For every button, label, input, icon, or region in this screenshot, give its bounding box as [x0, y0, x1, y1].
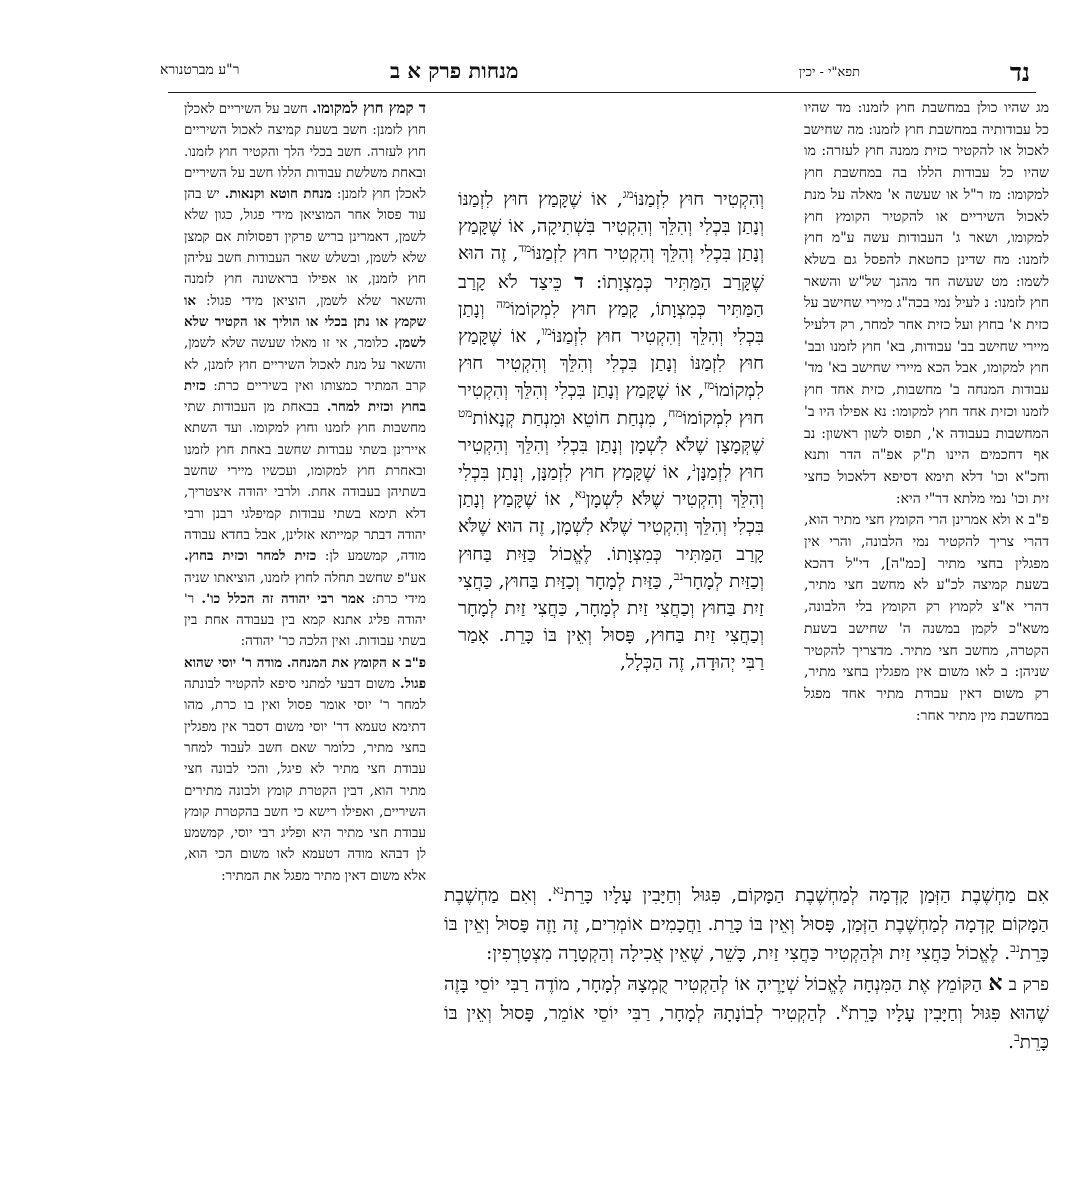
mishnah-text-run: , אוֹ שֶׁקָּמַץ חוּץ לִזְמַנּוֹ וְנָתַן בִּכְלִי וְהִלֵּךְ וְהִקְטִיר חוּץ לִמְקוֹמוֹ [458, 326, 764, 402]
mishnah-text-run: . לֶאֱכוֹל כַּחֲצִי זַיִת וּלְהַקְטִיר כַּחֲצִי זַיִת, כָּשֵׁר, שֶׁאֵין אֲכִילָה וְהַקְטָרָה מִצְטָרְפִין: [486, 942, 1011, 964]
mishnah-text-run: . וְאִם מַחְשֶׁבֶת הַמָּקוֹם קָדְמָה לְמַחְשֶׁבֶת הַזְּמַן, פָּסוּל וְאֵין בּוֹ כָּרֵת. וַחֲכָמִים אוֹמְרִים, זֶה וָזֶה פָּסוּל וְאֵין בּוֹ כָּרֵת [444, 885, 1049, 964]
mishnah-text-run: , אוֹ שֶׁקָּמַץ וְנָתַן בִּכְלִי וְהִלֵּךְ וְהִקְטִיר חוּץ לִמְקוֹמוֹ [458, 380, 764, 429]
mishnah-text-run: שֶׁקְּמָצָן שֶׁלֹּא לִשְׁמָן וְנָתַן בִּכְלִי וְהִלֵּךְ וְהִקְטִיר חוּץ לִזְמַנָּן [458, 434, 764, 484]
footnote-marker: נא [574, 487, 586, 502]
footnote-marker: נא [552, 882, 564, 897]
footnote-marker: נב [673, 568, 684, 583]
bartenura-commentary [184, 98, 426, 1188]
footnote-marker: נב [1010, 940, 1020, 955]
mishnah-text [458, 186, 764, 836]
tiferet-yisrael-commentary [804, 98, 1049, 888]
commentary-text: אע"פ שחשב תחלה לחוץ לזמנו, הוציאתו שניה מידי כרת: [184, 570, 426, 607]
mishnah-text-run: כֵּיצַד לֹא קָרַב הַמַּתִּיר כְּמִצְוָתוֹ, קָמַץ חוּץ לִמְקוֹמוֹ [458, 271, 764, 320]
dibbur-hamatchil: כזית למחר וכזית בחוץ. [184, 548, 317, 565]
page-number: נד [1009, 58, 1030, 87]
dibbur-hamatchil: מנחת חוטא וקנאות. [224, 186, 332, 203]
dibbur-hamatchil: או שקמץ או נתן בכלי או הוליך או הקטיר שלא לשמן. [184, 292, 426, 352]
header-divider [168, 92, 1036, 93]
mishnah-text-run: , אוֹ שֶׁקָּמַץ חוּץ לִזְמַנּוֹ וְנָתַן בִּכְלִי וְהִלֵּךְ וְהִקְטִיר בִּשְׁתִיקָה, אוֹ שֶׁקָּמַץ וְנָתַן בִּכְלִי וְהִלֵּךְ וְהִקְטִיר חוּץ לִזְמַנּוֹ [458, 189, 764, 265]
footnote-marker: מז [703, 378, 715, 393]
mishnah-text-run: . לְהַקְטִיר לְבוֹנָתָהּ לְמָחָר, רַבִּי יוֹסֵי אוֹמֵר, פָּסוּל וְאֵין בּוֹ כָּרֵת [444, 1002, 1049, 1053]
mishnah-text-run: , אוֹ שֶׁקָּמַץ וְנָתַן בִּכְלִי וְהִלֵּךְ וְהִקְטִיר שֶׁלֹּא לִשְׁמָן, זֶה הוּא שֶׁלֹּא קָרַב הַמַּתִּיר כְּמִצְוָתוֹ. לֶאֱכוֹל כַּזַּיִת בַּחוּץ וְכַזַּיִת לְמָחָר [458, 489, 764, 592]
page-header [160, 58, 1030, 92]
footnote-marker: מה [496, 296, 511, 311]
mishnah-text-run: וְנָתַן בִּכְלִי וְהִלֵּךְ וְהִקְטִיר חוּץ לִזְמַנּוֹ [458, 298, 764, 348]
mishnah-text-run: וְהִקְטִיר חוּץ לִזְמַנּוֹ [633, 189, 764, 210]
mishnah-number: ד [574, 268, 584, 293]
mishnah-text-run: , אוֹ שֶׁקָּמַץ חוּץ לִזְמַנָּן, וְנָתַן בִּכְלִי וְהִלֵּךְ וְהִקְטִיר שֶׁלֹּא לִשְׁמָן [458, 462, 765, 511]
footnote-marker: מג [622, 186, 634, 201]
footnote-marker: מד [518, 241, 532, 256]
chapter-dibbur-hamatchil: פ"ב א הקומץ את המנחה. [286, 654, 426, 671]
tractate-title: מנחות פרק א ב [390, 58, 519, 83]
dibbur-hamatchil: מודה ר' יוסי שהוא פגול. [184, 654, 426, 693]
commentary-text: בבאחת מן העבודות שתי מחשבות חוץ לזמנו וחוץ למקומו. ועד השתא איירינן בשתי עבודות שחשב באחת חוץ לזמנו ובאחרת חוץ למקומו, ועכשיו מיירי שחשב בשתיהן בעבודה אחת. ולרבי יהודה איצטריך, דלא תימא בשתי עבודות קמיפלגי רבנן ורבי יהודה דבתר קמייתא אזלינן, אבל בחדא עבודה מודה, קמשמע לן: [184, 400, 426, 565]
commentary-text: יש בהן עוד פסול אחר המוציאן מידי פגול, כגון שלא לשמן, דאמרינן בריש פרקין דפסולות אם קמצן שלא לשמן, ובשלש שאר העבודות חשב עליהן חוץ לזמנן, או אפילו בראשונה חוץ לזמנה והשאר שלא לשמן, הוציאן מידי פגול: [184, 187, 426, 309]
tiferet-paragraph: פ"ב א ולא אמרינן הרי הקומץ חצי מתיר הוא, דהרי צריך להקטיר נמי הלבונה, והרי אין מפגלין בחצי מתיר [כמ"ה], די"ל דהכא בשעת קמיצה לכ"ע לא מחשב חצי מתיר, דהרי א"צ לקמוץ רק הקומץ בלי הלבונה, משא"כ לקמן במשנה ה' שחישב בשעת הקטרה, מחשב חצי מתיר. מדצריך להקטיר שניהן: ב לאו משום אין מפגלין בחצי מתיר, רק משום דאין עבודת מתיר אחד מפגל במחשבת מין מתיר אחר: [804, 512, 1049, 724]
mishnah-text-run: , כַּזַּיִת לְמָחָר וְכַזַּיִת בַּחוּץ, כַּחֲצִי זַיִת בַּחוּץ וְכַחֲצִי זַיִת לְמָחָר, כַּחֲצִי זַיִת לְמָחָר וְכַחֲצִי זַיִת בַּחוּץ, פָּסוּל וְאֵין בּוֹ כָּרֵת. אָמַר רַבִּי יְהוּדָה, זֶה הַכְּלָל, [458, 570, 764, 674]
footnote-marker: מט [458, 405, 473, 420]
mishnah-text-run: . [1008, 1031, 1014, 1053]
bartenura-label: ר"ע מברטנורא [160, 62, 240, 78]
mishnah-lower-text [444, 882, 1049, 1182]
dibbur-hamatchil: כזית בחוץ וכזית למחר. [184, 377, 426, 416]
footnote-marker: מו [541, 323, 552, 338]
mishnah-text-run: אִם מַחְשֶׁבֶת הַזְּמַן קָדְמָה לְמַחְשֶׁבֶת הַמָּקוֹם, פִּגּוּל וְחַיָּבִין עָלָיו כָּרֵת [563, 885, 1049, 906]
footnote-marker: א [841, 1000, 849, 1015]
chapter-label: פרק ב [1008, 974, 1050, 995]
mishnah-text-run: הַקּוֹמֵץ אֶת הַמִּנְחָה לֶאֱכוֹל שְׁיָרֶיהָ אוֹ לְהַקְטִיר קֻמְצָהּ לְמָחָר, מוֹדֶה רַבִּי יוֹסֵי בָּזֶה שֶׁהוּא פִּגּוּל וְחַיָּבִין עָלָיו כָּרֵת [444, 973, 1049, 1024]
tiferet-paragraph: מג שהיו כולן במחשבת חוץ לזמנו: מד שהיו כל עבודותיה במחשבת חוץ לזמנו: מה שחישב לאכול או להקטיר כזית ממנה חוץ לעזרה: מו שהיו כל עבודות הללו בה במחשבת חוץ למקומו: מז ר"ל או שעשה א' מאלה על מנת לאכול השיריים או להקטיר הקומץ חוץ למקומו, ושאר ג' העבודות עשה ע"מ חוץ לזמנו: מח שדינן כחטאת להפסל גם בשלא לשמו: מט שעשה חד מהנך של"ש והשאר חוץ לזמנו: נ לעיל נמי בכה"ג מיירי שחישב על כזית א' בחוץ ועל כזית אחר למחר, רק דלעיל מיירי שחישב בב' עבודות, בא' חוץ לזמנו ובב' חוץ למקומו, אבל הכא מיירי שחישב בא' מד' עבודות המנחה ב' מחשבות, כזית אחד חוץ לזמנו וכזית אחד חוץ למקומו: נא אפילו היו ב' המחשבות בעבודה א', תפוס לשון ראשון: נב אף דחכמים היינו ת"ק אפ"ה הדר ותנא וחכ"א וכו' דלא תימא דסיפא דלאכול כחצי זית וכו' נמי מלתא דר"י היא: [804, 100, 1049, 507]
commentary-text: חשב על השיריים לאכלן חוץ לזמנן: חשב בשעת קמיצה לאכול השיריים חוץ לעזרה. חשב בכלי הלך והקטיר חוץ לזמנו. ובאחת משלשת עבודות הללו חשב על השיריים לאכלן חוץ לזמנן: [184, 102, 426, 203]
dibbur-hamatchil: אמר רבי יהודה זה הכלל כו'. [201, 590, 365, 607]
footnote-marker: ב [1013, 1029, 1020, 1044]
footnote-marker: נ [692, 459, 697, 474]
footnote-marker: מח [668, 405, 683, 420]
mishnah-text-run: , מִנְחַת חוֹטֵא וּמִנְחַת קְנָאוֹת [472, 407, 669, 429]
mishnah-number: א [988, 969, 1003, 996]
commentary-text: ר' יהודה פליג אתנא קמא בין בעבודה אחת בין בשתי עבודות. ואין הלכה כר' יהודה: [184, 591, 426, 650]
commentary-text: משום דבעי למתני סיפא להקטיר לבונתה למחר ר' יוסי אומר פסול ואין בו כרת, מהו דתימא טעמא דר' יוסי משום דסבר אין מפגלין בחצי מתיר, כלומר שאם חשב לעבוד למחר עבודת חצי מתיר לא פיגל, והכי לבונה חצי מתיר הוא, דבין הקטרת קומץ ולבונה מתירים השיריים, ואפילו רישא כי חשב בהקטרת קומץ עבודת חצי מתיר היא ופליג רבי יוסי, קמשמע לן דבהא מודה דטעמא לאו משום הכי הוא, אלא משום דאין מתיר מפגל את המתיר: [184, 677, 426, 884]
dibbur-hamatchil: ד קמץ חוץ למקומו. [312, 99, 426, 117]
tifereth-reference: תפא"י - יכין [798, 65, 860, 80]
commentary-text: כלומר, אי זו מאלו שעשה שלא לשמן, והשאר על מנת לאכול השיריים חוץ לזמנן, לא קרב המתיר כמצותו ואין בשיריים כרת: [184, 336, 426, 394]
mishnah-text-run: , זֶה הוּא שֶׁקָּרַב הַמַּתִּיר כְּמִצְוָתוֹ: [458, 243, 764, 293]
